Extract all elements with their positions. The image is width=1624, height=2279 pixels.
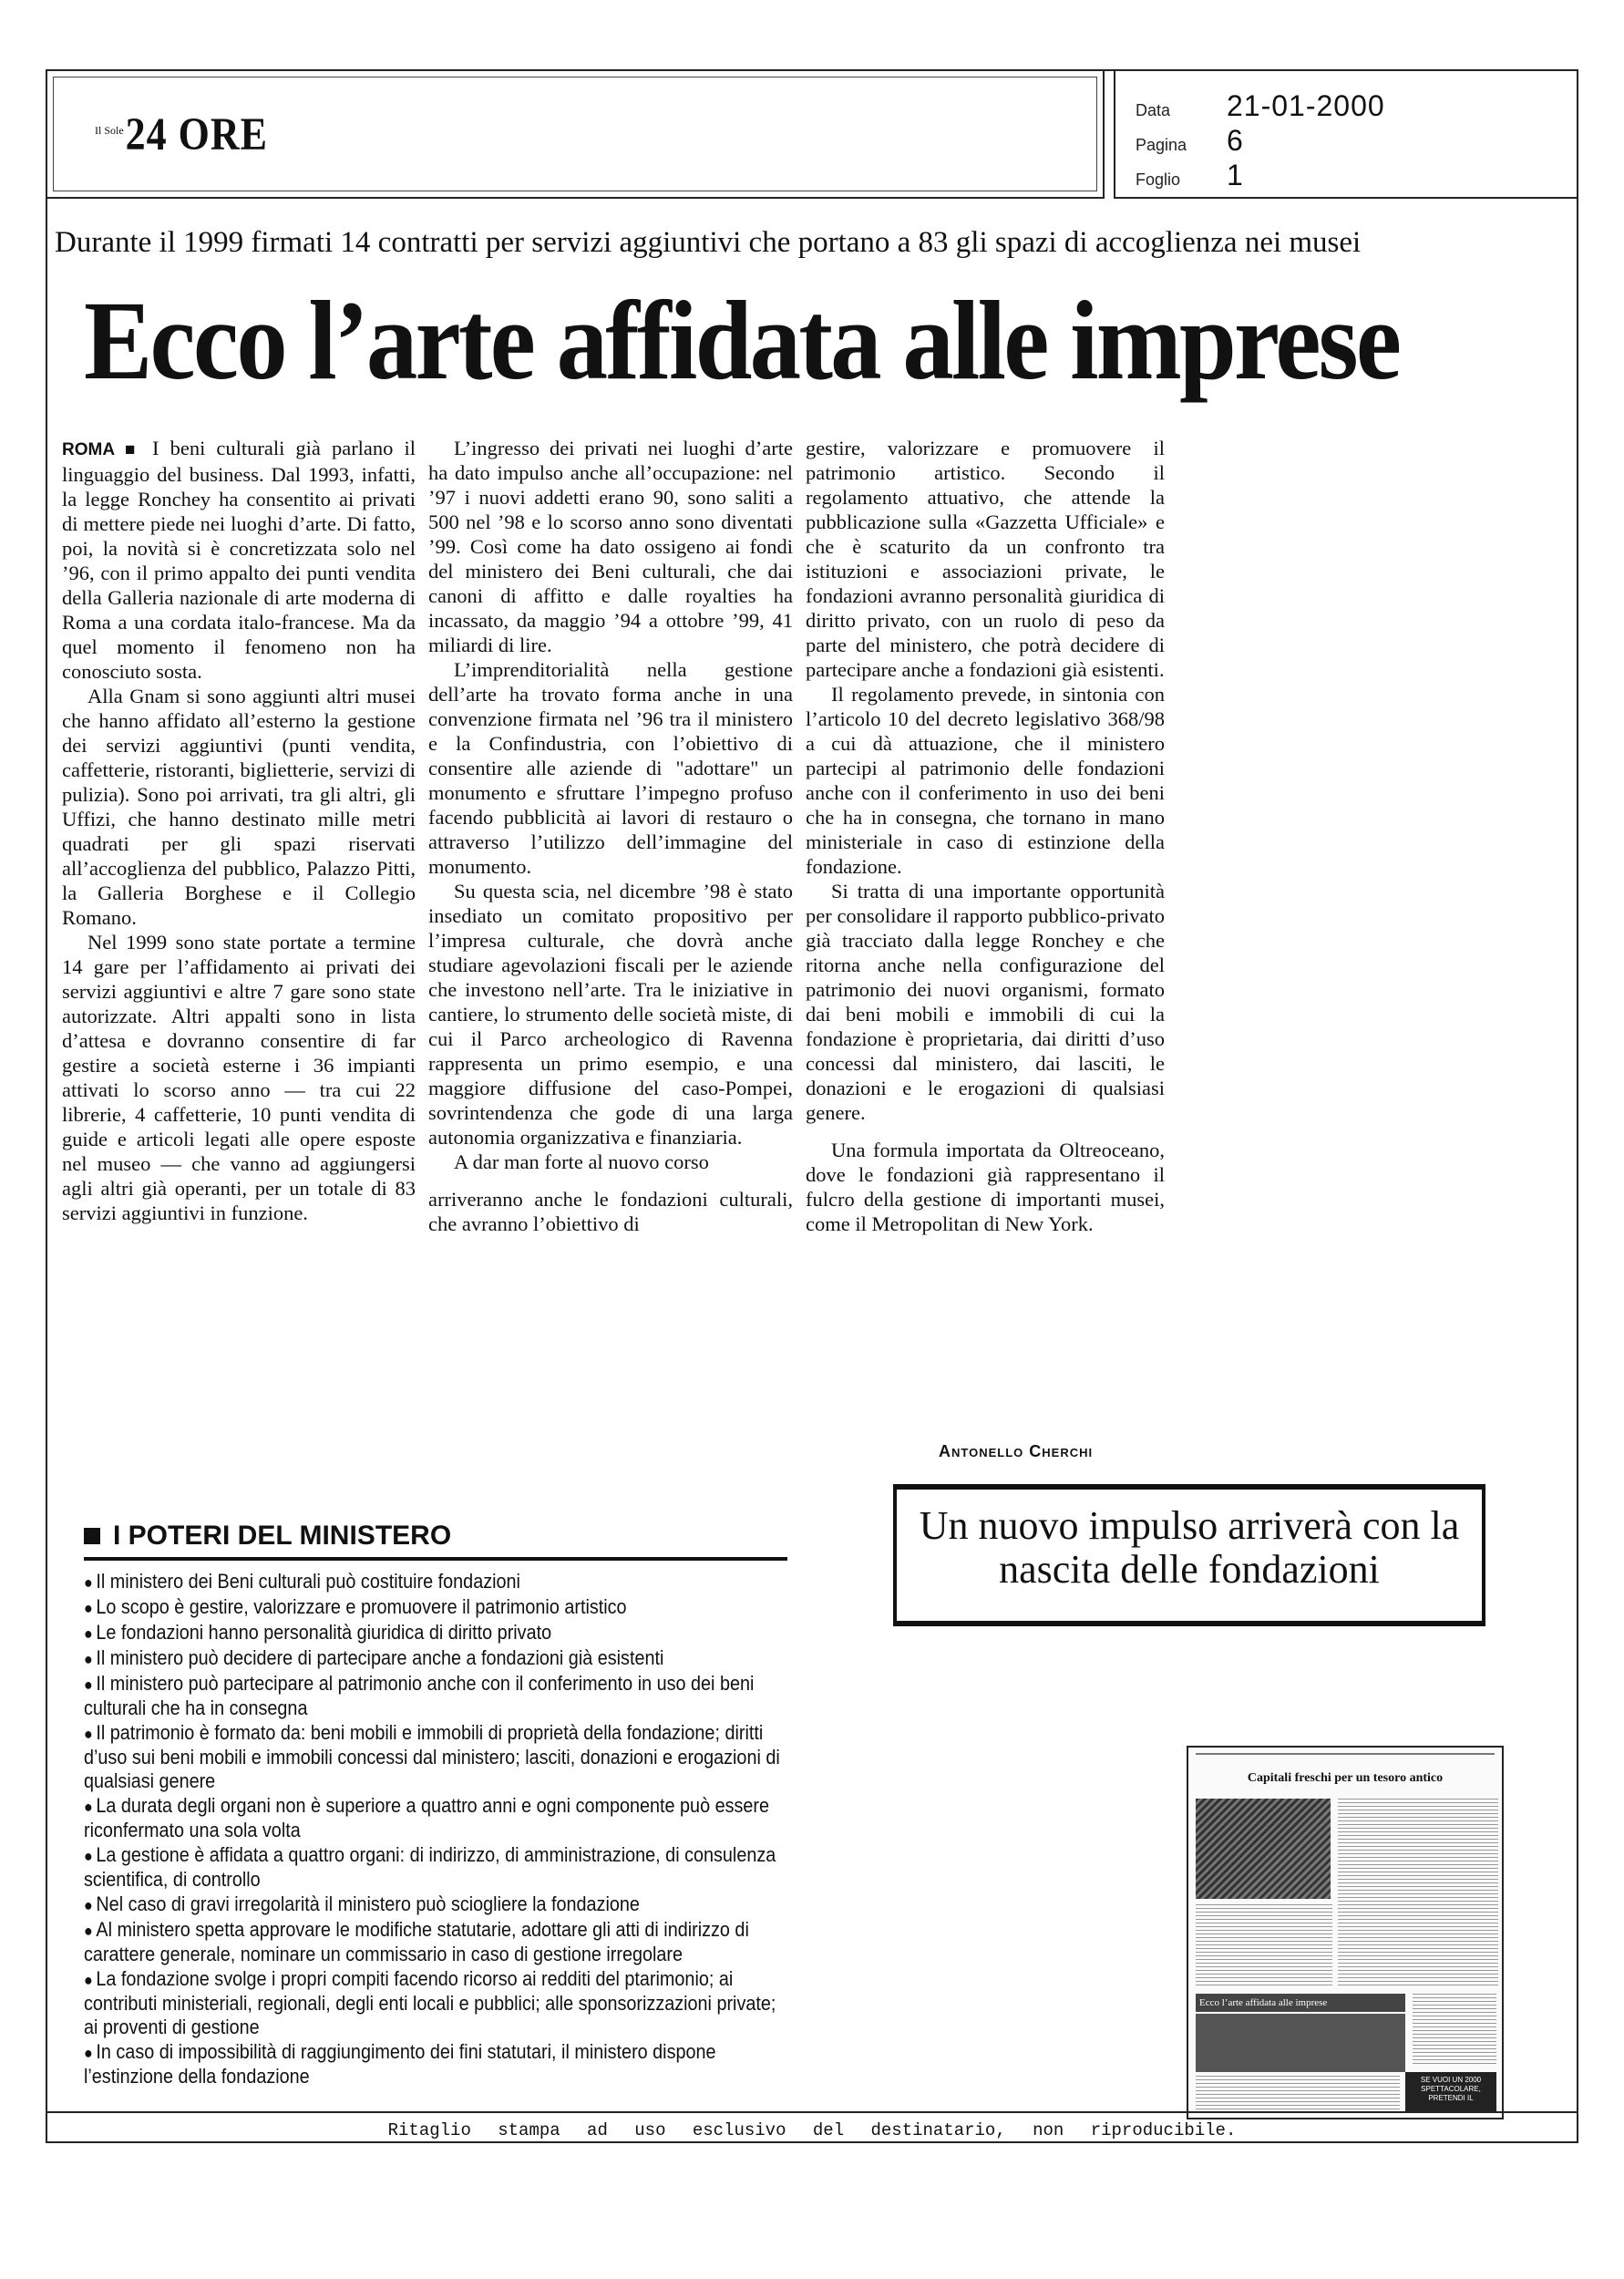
box-title	[84, 1521, 451, 1552]
bullet-item	[84, 1646, 787, 1671]
logo-small-text: Il Sole	[95, 124, 124, 137]
thumbnail-text-lines	[1196, 1904, 1332, 1988]
pull-quote-left-rule	[893, 1490, 897, 1621]
bullet-text: La durata degli organi non è superiore a quattro anni e ogni componente può essere riconfermato una sola volta	[84, 1794, 770, 1841]
pull-quote: Un nuovo impulso arriverà con la nascita delle fondazioni	[919, 1503, 1460, 1592]
spacer	[806, 1125, 1165, 1138]
paragraph: Una formula importata da Oltreoceano, dove le fondazioni già rappresentano il fulcro della gestione di importanti musei, come il Metropolitan di New York.	[806, 1139, 1165, 1235]
bullet-icon: ●	[84, 1599, 93, 1617]
article-kicker: Durante il 1999 firmati 14 contratti per servizi aggiuntivi che portano a 83 gli spazi di accoglienza nei musei	[55, 226, 1362, 259]
thumbnail-dark-block	[1196, 2014, 1405, 2072]
paragraph: arriveranno anche le fondazioni culturali, che avranno l’obiettivo di	[428, 1188, 793, 1235]
meta-date-row	[1136, 89, 1385, 123]
paragraph: gestire, valorizzare e promuovere il patrimonio artistico. Secondo il regolamento attuativo, che attende la pubblicazione sulla «Gazzetta Ufficiale» e che è scaturito da un confronto tra istituzioni e associazioni private, le fondazioni avranno personalità giuridica di diritto privato, con un ruolo di peso da parte del ministero, che potrà decidere di partecipare anche a fondazioni già esistenti.	[806, 437, 1165, 681]
bullet-item	[84, 1570, 787, 1594]
meta-value: 1	[1227, 159, 1244, 191]
bullet-text: Il ministero può partecipare al patrimonio anche con il conferimento in uso dei beni culturali che ha in consegna	[84, 1672, 755, 1719]
thumbnail-top-rule	[1196, 1753, 1495, 1755]
square-bullet-icon	[84, 1528, 100, 1544]
bullet-icon: ●	[84, 1650, 93, 1668]
pull-quote-bottom-rule	[893, 1621, 1485, 1626]
newspaper-logo	[95, 108, 269, 160]
meta-value: 21-01-2000	[1227, 89, 1385, 122]
article-column-2	[428, 436, 793, 1236]
meta-page-row	[1136, 124, 1244, 158]
article-headline: Ecco l’arte affidata alle imprese	[84, 278, 1400, 403]
bullet-item	[84, 1892, 787, 1917]
bullet-text: Nel caso di gravi irregolarità il ministero può sciogliere la fondazione	[96, 1892, 640, 1915]
bullet-item	[84, 1794, 787, 1842]
bullet-text: Lo scopo è gestire, valorizzare e promuovere il patrimonio artistico	[96, 1595, 627, 1618]
bullet-item	[84, 1918, 787, 1966]
footer-notice: Ritaglio stampa ad uso esclusivo del destinatario, non riproducibile.	[387, 2120, 1237, 2140]
bullet-text: La gestione è affidata a quattro organi: di indirizzo, di amministrazione, di consulenza scientifica, di controllo	[84, 1843, 776, 1891]
bullet-text: Al ministero spetta approvare le modifiche statutarie, adottare gli atti di indirizzo di carattere generale, nominare un commissario in caso di gestione irregolare	[84, 1918, 749, 1965]
page-thumbnail	[1187, 1746, 1504, 2119]
bullet-icon: ●	[84, 2044, 93, 2062]
spacer	[428, 1174, 793, 1187]
paragraph: A dar man forte al nuovo corso	[454, 1150, 709, 1173]
paragraph: Alla Gnam si sono aggiunti altri musei che hanno affidato all’esterno la gestione dei servizi aggiuntivi (punti vendita, caffetterie, ristoranti, biglietterie, servizi di pulizia). Sono poi arrivati, tra gli altri, gli Uffizi, che hanno destinato mille metri quadrati per gli spazi riservati all’accoglienza del pubblico, Palazzo Pitti, la Galleria Borghese e il Collegio Romano.	[62, 685, 416, 929]
paragraph: L’imprenditorialità nella gestione dell’arte ha trovato forma anche in una convenzione firmata nel ’96 tra il ministero e la Confindustria, con l’obiettivo di consentire alle aziende di "adottare" un monumento e sfruttare l’impegno profuso facendo pubblicità ai lavori di restauro o attraverso l’utilizzo dell’immagine del monumento.	[428, 658, 793, 878]
article-column-3	[806, 436, 1165, 1236]
paragraph	[62, 436, 416, 684]
bullet-icon: ●	[84, 1624, 93, 1643]
bullet-icon: ●	[84, 1922, 93, 1940]
bullet-icon: ●	[84, 1573, 93, 1592]
thumbnail-text-lines	[1413, 1994, 1496, 2067]
box-title-text: I POTERI DEL MINISTERO	[113, 1521, 452, 1551]
pull-quote-right-rule	[1482, 1490, 1485, 1621]
paragraph: Si tratta di una importante opportunità per consolidare il rapporto pubblico-privato già tracciato dalla legge Ronchey e che ritorna anche nella configurazione del patrimonio dei nuovi organismi, formato dai beni mobili e immobili di cui la fondazione è proprietaria, dai diritti d’uso concessi dal ministero, dai lasciti, le donazioni e le erogazioni di qualsiasi genere.	[806, 880, 1165, 1124]
paragraph-text: I beni culturali già parlano il linguaggio del business. Dal 1993, infatti, la legge Ronchey ha consentito ai privati di mettere piede nei luoghi d’arte. Di fatto, poi, la novità si è concretizzata solo nel ’96, con il primo appalto dei punti vendita della Galleria nazionale di arte moderna di Roma a una cordata italo-francese. Ma da quel momento il fenomeno non ha conosciuto sosta.	[62, 437, 416, 683]
bullet-text: In caso di impossibilità di raggiungimento dei fini statutari, il ministero dispone l’estinzione della fondazione	[84, 2040, 716, 2088]
footer-rule	[46, 2111, 1578, 2113]
bullet-item	[84, 1595, 787, 1620]
bullet-icon: ●	[84, 1676, 93, 1694]
bullet-icon: ●	[84, 1896, 93, 1914]
thumbnail-text-lines	[1196, 2076, 1400, 2114]
box-rule	[84, 1557, 787, 1561]
bullet-text: Il patrimonio è formato da: beni mobili e immobili di proprietà della fondazione; diritti d’uso sui beni mobili e immobili concessi dal ministero; lasciti, donazioni e erogazioni di qualsiasi genere	[84, 1721, 780, 1792]
bullet-icon: ●	[84, 1971, 93, 1989]
bullet-item	[84, 1967, 787, 2039]
metadata-box	[1114, 69, 1578, 199]
bullet-item	[84, 1843, 787, 1892]
paragraph: Su questa scia, nel dicembre ’98 è stato insediato un comitato propositivo per l’impresa culturale, che dovrà anche studiare agevolazioni fiscali per le aziende che investono nell’arte. Tra le iniziative in cantiere, lo strumento delle società miste, di cui il Parco archeologico di Ravenna rappresenta un primo esempio, e una maggiore diffusione del caso-Pompei, sovrintendenza che gode di una larga autonomia organizzativa e finanziaria.	[428, 880, 793, 1149]
thumbnail-text-lines	[1338, 1799, 1498, 1986]
bullet-item	[84, 2040, 787, 2088]
box-bullet-list	[84, 1570, 787, 2089]
bullet-item	[84, 1672, 787, 1720]
paragraph: Nel 1999 sono state portate a termine 14 gare per l’affidamento ai privati dei servizi aggiuntivi e altre 7 gare sono state autorizzate. Altri appalti sono in lista d’attesa e dovranno consentire di far gestire a società esterne i 36 impianti attivati lo scorso anno — tra cui 22 librerie, 4 caffetterie, 10 punti vendita di guide e articoli legati alle opere esposte nel museo — che vanno ad aggiungersi agli altri già operanti, per un totale di 83 servizi aggiuntivi in funzione.	[62, 931, 416, 1224]
bullet-text: Il ministero dei Beni culturali può costituire fondazioni	[96, 1570, 520, 1593]
thumbnail-headline-strip: Ecco l’arte affidata alle imprese	[1196, 1994, 1405, 2012]
bullet-icon: ●	[84, 1725, 93, 1743]
meta-label: Data	[1136, 101, 1171, 119]
dateline: ROMA ■	[62, 440, 141, 459]
bullet-text: Le fondazioni hanno personalità giuridica di diritto privato	[96, 1621, 552, 1644]
paragraph: Il regolamento prevede, in sintonia con l’articolo 10 del decreto legislativo 368/98 a cui dà attuazione, che il ministero partecipi al patrimonio delle fondazioni anche con il conferimento in uso dei beni che ha in consegna, che tornano in mano ministeriale in caso di estinzione della fondazione.	[806, 683, 1165, 878]
thumbnail-advert: SE VUOI UN 2000 SPETTACOLARE, PRETENDI IL	[1405, 2072, 1496, 2112]
pull-quote-top-rule	[893, 1484, 1485, 1490]
bullet-text: Il ministero può decidere di partecipare anche a fondazioni già esistenti	[96, 1646, 664, 1669]
byline: Antonello Cherchi	[939, 1442, 1094, 1460]
paragraph: L’ingresso dei privati nei luoghi d’arte ha dato impulso anche all’occupazione: nel ’97 i nuovi addetti erano 90, sono saliti a 500 nel ’98 e lo scorso anno sono diventati ’99. Così come ha dato ossigeno ai fondi del ministero dei Beni culturali, che dai canoni di affitto e dalle royalties ha incassato, da maggio ’94 a ottobre ’99, 41 miliardi di lire.	[428, 437, 793, 656]
meta-value: 6	[1227, 124, 1244, 157]
bullet-icon: ●	[84, 1798, 93, 1816]
logo-main-text: 24 ORE	[125, 108, 269, 160]
thumbnail-title: Capitali freschi per un tesoro antico	[1247, 1771, 1444, 1785]
bullet-text: La fondazione svolge i propri compiti facendo ricorso ai redditi del ptarimonio; ai contributi ministeriali, regionali, degli enti locali e pubblici; alle sponsorizzazioni private; ai proventi di gestione	[84, 1967, 776, 2038]
bullet-icon: ●	[84, 1847, 93, 1865]
bullet-item	[84, 1721, 787, 1793]
masthead-box	[46, 69, 1105, 199]
meta-sheet-row	[1136, 159, 1244, 192]
meta-label: Pagina	[1136, 136, 1187, 154]
bullet-item	[84, 1621, 787, 1645]
meta-label: Foglio	[1136, 170, 1181, 189]
article-column-1	[62, 436, 416, 1225]
thumbnail-photo	[1196, 1799, 1331, 1899]
